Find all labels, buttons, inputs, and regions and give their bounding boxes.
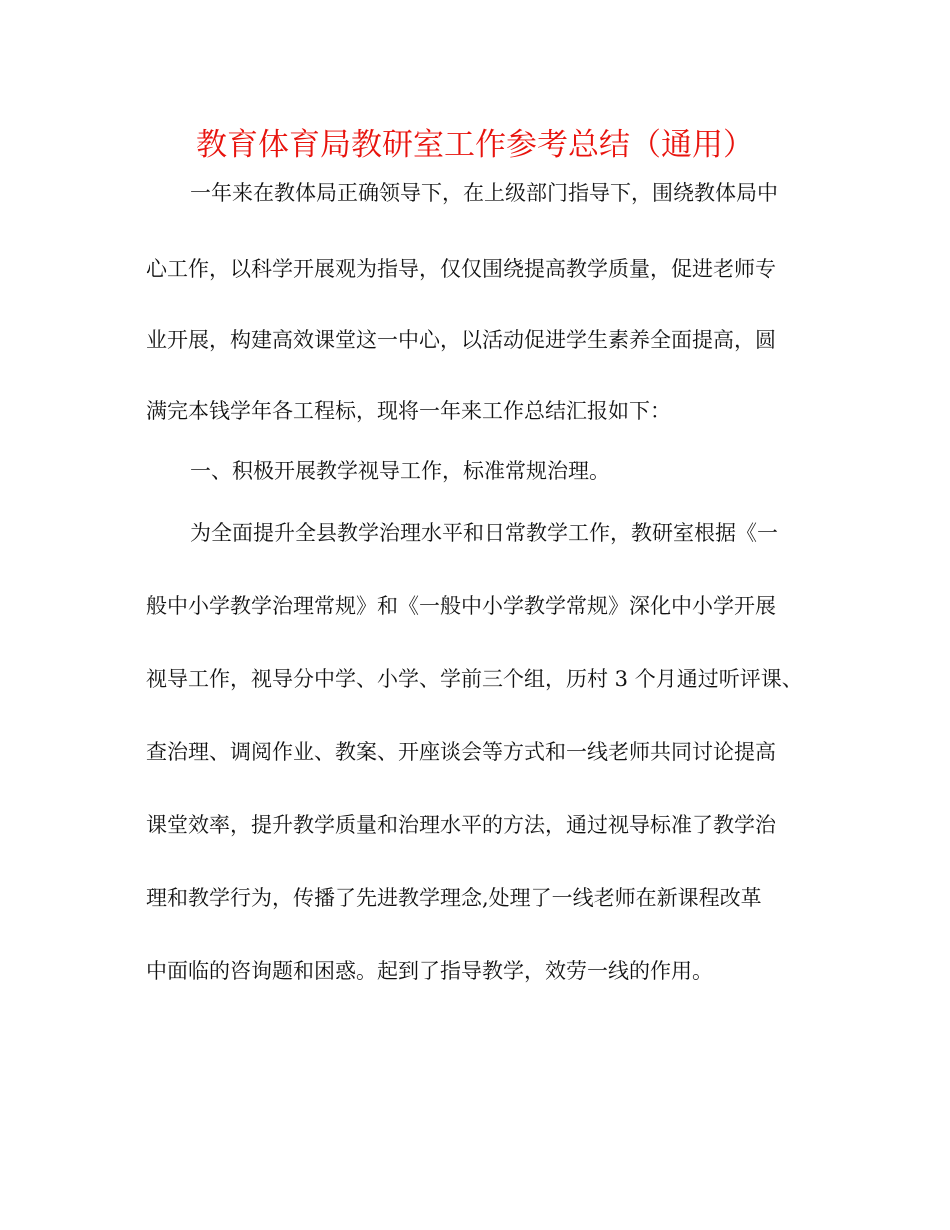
paragraph-line-9: 课堂效率，提升教学质量和治理水平的方法，通过视导标准了教学治 (146, 813, 776, 837)
paragraph-line-8: 查治理、调阅作业、教案、开座谈会等方式和一线老师共同讨论提高 (146, 740, 776, 764)
section-heading: 一、积极开展教学视导工作，标准常规治理。 (190, 459, 610, 483)
paragraph-line-6: 般中小学教学治理常规》和《一般中小学教学常规》深化中小学开展 (146, 594, 776, 618)
paragraph-line-5: 为全面提升全县教学治理水平和日常教学工作，教研室根据《一 (190, 521, 778, 545)
paragraph-line-10: 理和教学行为，传播了先进教学理念,处理了一线老师在新课程改革 (146, 886, 762, 910)
paragraph-line-2: 心工作，以科学开展观为指导，仅仅围绕提高教学质量，促进老师专 (146, 257, 776, 281)
paragraph-line-7: 视导工作，视导分中学、小学、学前三个组，历村 3 个月通过听评课、 (146, 667, 803, 691)
paragraph-line-4: 满完本钱学年各工程标，现将一年来工作总结汇报如下： (146, 399, 671, 423)
paragraph-line-11: 中面临的咨询题和困惑。起到了指导教学，效劳一线的作用。 (146, 959, 713, 983)
document-title: 教育体育局教研室工作参考总结（通用） (196, 127, 754, 163)
paragraph-line-1: 一年来在教体局正确领导下，在上级部门指导下，围绕教体局中 (190, 181, 778, 205)
paragraph-line-3: 业开展，构建高效课堂这一中心，以活动促进学生素养全面提高，圆 (146, 328, 776, 352)
